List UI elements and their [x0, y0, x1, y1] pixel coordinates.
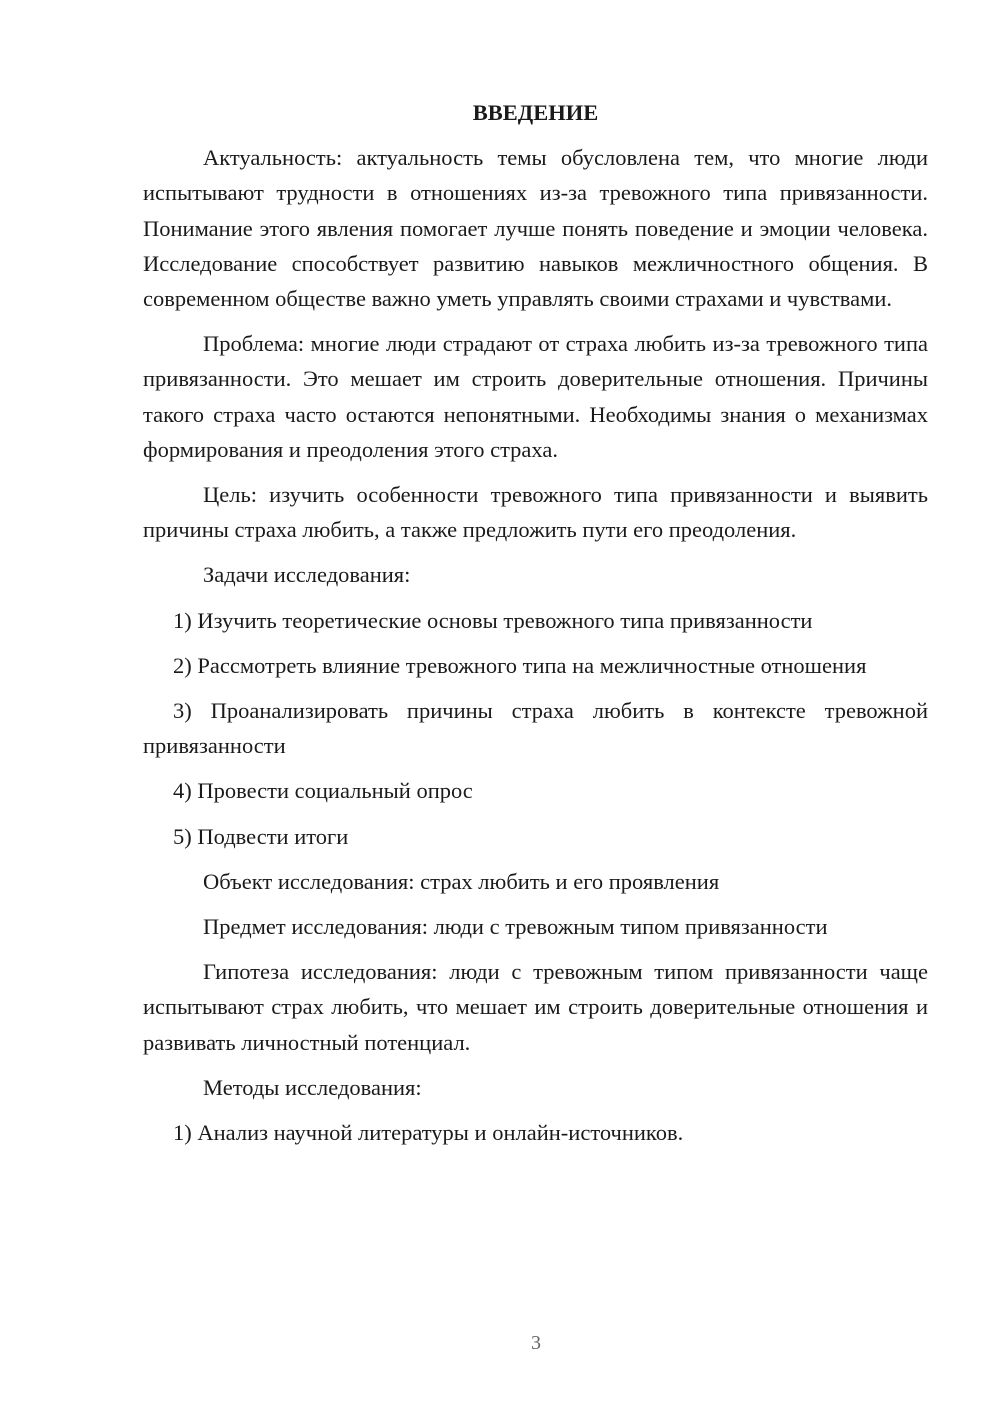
task-item: 3) Проанализировать причины страха любить в контексте тревожной привязанности: [143, 698, 928, 759]
task-item: 2) Рассмотреть влияние тревожного типа на межличностные отношения: [173, 652, 867, 678]
task-item: 4) Провести социальный опрос: [173, 778, 473, 804]
relevance-paragraph: Актуальность: актуальность темы обусловлена тем, что многие люди испытывают трудности в отношениях из-за тревожного типа привязанности. Понимание этого явления помогает лучше понять поведение и эмоции человека. Исследование способствует развитию навыков межличностного общения. В современном обществе важно уметь управлять своими страхами и чувствами.: [143, 145, 928, 312]
problem-paragraph: Проблема: многие люди страдают от страха любить из-за тревожного типа привязанности. Это мешает им строить доверительные отношения. Причины такого страха часто остаются непонятными. Необходимы знания о механизмах формирования и преодоления этого страха.: [143, 331, 928, 462]
hypothesis-paragraph: Гипотеза исследования: люди с тревожным типом привязанности чаще испытывают страх любить, что мешает им строить доверительные отношения и развивать личностный потенциал.: [143, 959, 928, 1055]
section-title: ВВЕДЕНИЕ: [472, 100, 599, 125]
document-page: [143, 95, 928, 1160]
goal-paragraph: Цель: изучить особенности тревожного типа привязанности и выявить причины страха любить, а также предложить пути его преодоления.: [143, 482, 928, 543]
task-item: 1) Изучить теоретические основы тревожного типа привязанности: [173, 607, 813, 633]
method-item: 1) Анализ научной литературы и онлайн-источников.: [173, 1120, 684, 1146]
subject-paragraph: Предмет исследования: люди с тревожным типом привязанности: [203, 914, 828, 940]
task-item: 5) Подвести итоги: [173, 823, 349, 849]
object-paragraph: Объект исследования: страх любить и его проявления: [203, 868, 720, 894]
tasks-heading: Задачи исследования:: [203, 562, 411, 588]
methods-heading: Методы исследования:: [203, 1074, 422, 1100]
page-number: 3: [531, 1332, 541, 1354]
